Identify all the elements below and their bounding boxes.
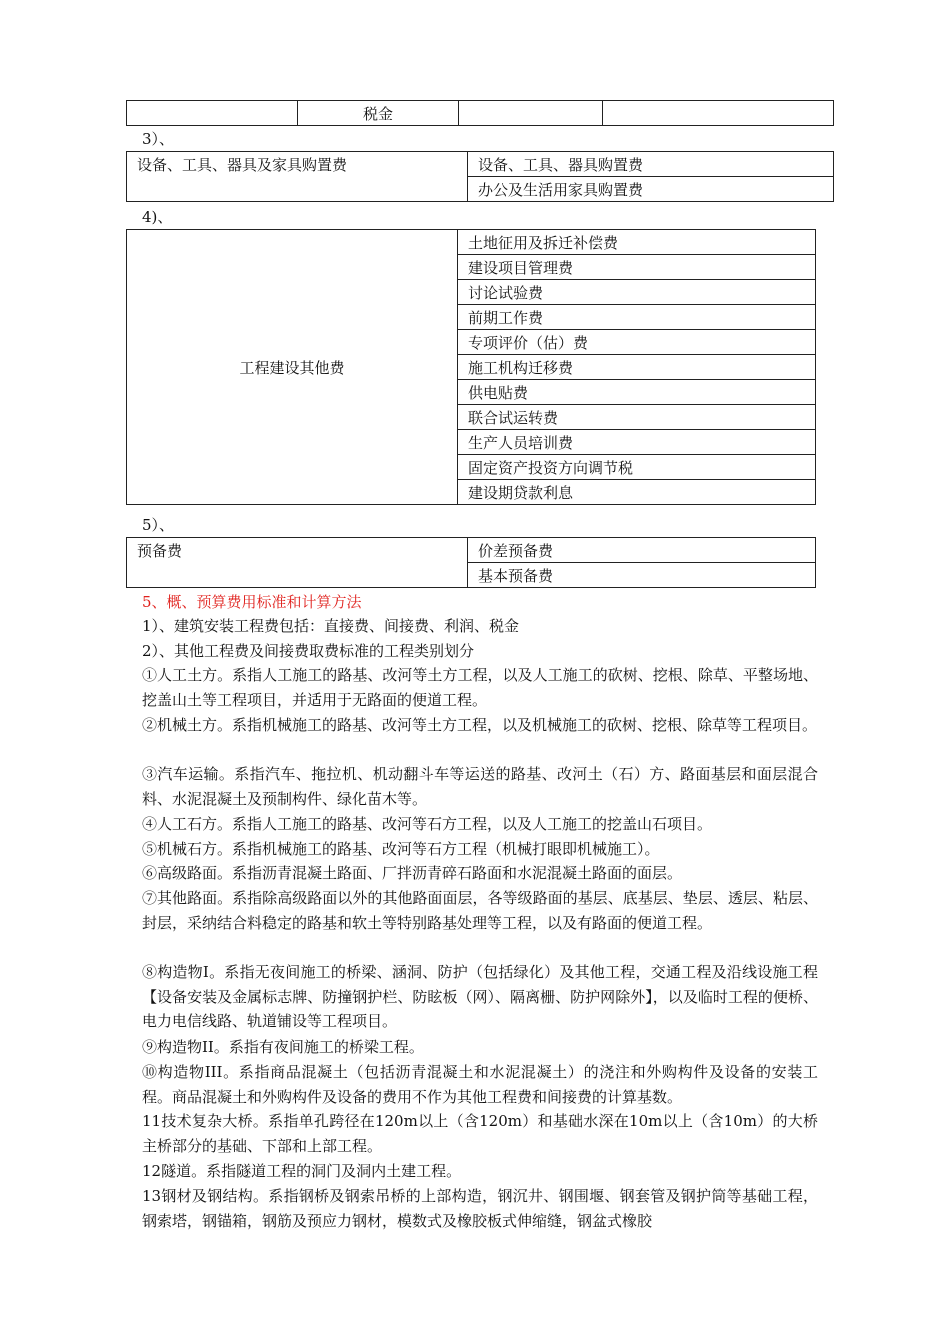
paragraph: ⑤机械石方。系指机械施工的路基、改河等石方工程（机械打眼即机械施工）。 <box>142 840 660 858</box>
table-row <box>127 152 834 177</box>
paragraph: ④人工石方。系指人工施工的路基、改河等石方工程，以及人工施工的挖盖山石项目。 <box>142 815 713 833</box>
other-fees-table <box>126 229 816 505</box>
paragraph: ⑨构造物II。系指有夜间施工的桥梁工程。 <box>142 1038 424 1056</box>
paragraph: 11技术复杂大桥。系指单孔跨径在120m以上（含120m）和基础水深在10m以上（含10m）的大桥主桥部分的基础、下部和上部工程。 <box>142 1112 818 1155</box>
section-label-5: 5）、 <box>142 516 175 534</box>
paragraph: 2）、其他工程费及间接费取费标准的工程类别划分 <box>142 642 475 660</box>
paragraph: ⑥高级路面。系指沥青混凝土路面、厂拌沥青碎石路面和水泥混凝土路面的面层。 <box>142 864 683 882</box>
table-cell: 价差预备费 <box>468 538 816 563</box>
paragraph: 1）、建筑安装工程费包括：直接费、间接费、利润、税金 <box>142 617 520 635</box>
table-cell: 建设期贷款利息 <box>458 480 816 505</box>
table-cell: 生产人员培训费 <box>458 430 816 455</box>
table-cell: 办公及生活用家具购置费 <box>468 177 834 202</box>
tax-table <box>126 100 834 126</box>
section-label-4: 4)、 <box>142 208 173 226</box>
table-cell-left: 预备费 <box>127 538 468 588</box>
table-cell <box>127 101 298 126</box>
table-cell: 施工机构迁移费 <box>458 355 816 380</box>
table-cell: 专项评价（估）费 <box>458 330 816 355</box>
paragraph: 13钢材及钢结构。系指钢桥及钢索吊桥的上部构造，钢沉井、钢围堰、钢套管及钢护筒等基础工程，钢索塔，钢锚箱，钢筋及预应力钢材，模数式及橡胶板式伸缩缝，钢盆式橡胶 <box>142 1187 818 1230</box>
paragraph: ③汽车运输。系指汽车、拖拉机、机动翻斗车等运送的路基、改河土（石）方、路面基层和面层混合料、水泥混凝土及预制构件、绿化苗木等。 <box>142 765 818 808</box>
table-row <box>127 101 834 126</box>
table-cell: 固定资产投资方向调节税 <box>458 455 816 480</box>
equipment-table <box>126 151 834 202</box>
section-heading: 5、概、预算费用标准和计算方法 <box>142 593 362 611</box>
paragraph: ⑦其他路面。系指除高级路面以外的其他路面面层，各等级路面的基层、底基层、垫层、透层、粘层、封层，采纳结合料稳定的路基和软土等特别路基处理等工程，以及有路面的便道工程。 <box>142 889 818 932</box>
table-row <box>127 230 816 255</box>
paragraph: 12隧道。系指隧道工程的洞门及洞内土建工程。 <box>142 1162 462 1180</box>
table-cell: 供电贴费 <box>458 380 816 405</box>
table-row <box>127 538 816 563</box>
table-cell-left: 设备、工具、器具及家具购置费 <box>127 152 468 202</box>
table-cell: 基本预备费 <box>468 563 816 588</box>
paragraph: ①人工土方。系指人工施工的路基、改河等土方工程，以及人工施工的砍树、挖根、除草、平整场地、挖盖山土等工程项目，并适用于无路面的便道工程。 <box>142 666 818 709</box>
table-cell <box>603 101 834 126</box>
table-cell: 讨论试验费 <box>458 280 816 305</box>
table-cell: 前期工作费 <box>458 305 816 330</box>
table-cell <box>459 101 603 126</box>
table-cell-left: 工程建设其他费 <box>127 230 458 505</box>
table-cell: 联合试运转费 <box>458 405 816 430</box>
section-label-3: 3）、 <box>142 130 175 148</box>
reserve-table <box>126 537 816 588</box>
paragraph: ②机械土方。系指机械施工的路基、改河等土方工程，以及机械施工的砍树、挖根、除草等工程项目。 <box>142 716 818 734</box>
paragraph: ⑧构造物I。系指无夜间施工的桥梁、涵洞、防护（包括绿化）及其他工程，交通工程及沿线设施工程【设备安装及金属标志牌、防撞钢护栏、防眩板（网）、隔离栅、防护网除外】，以及临时工程的便桥、电力电信线路、轨道铺设等工程项目。 <box>142 963 818 1031</box>
table-cell: 设备、工具、器具购置费 <box>468 152 834 177</box>
table-cell: 税金 <box>298 101 459 126</box>
paragraph: ⑩构造物III。系指商品混凝土（包括沥青混凝土和水泥混凝土）的浇注和外购构件及设备的安装工程。商品混凝土和外购构件及设备的费用不作为其他工程费和间接费的计算基数。 <box>142 1063 818 1106</box>
table-cell: 土地征用及拆迁补偿费 <box>458 230 816 255</box>
table-cell: 建设项目管理费 <box>458 255 816 280</box>
